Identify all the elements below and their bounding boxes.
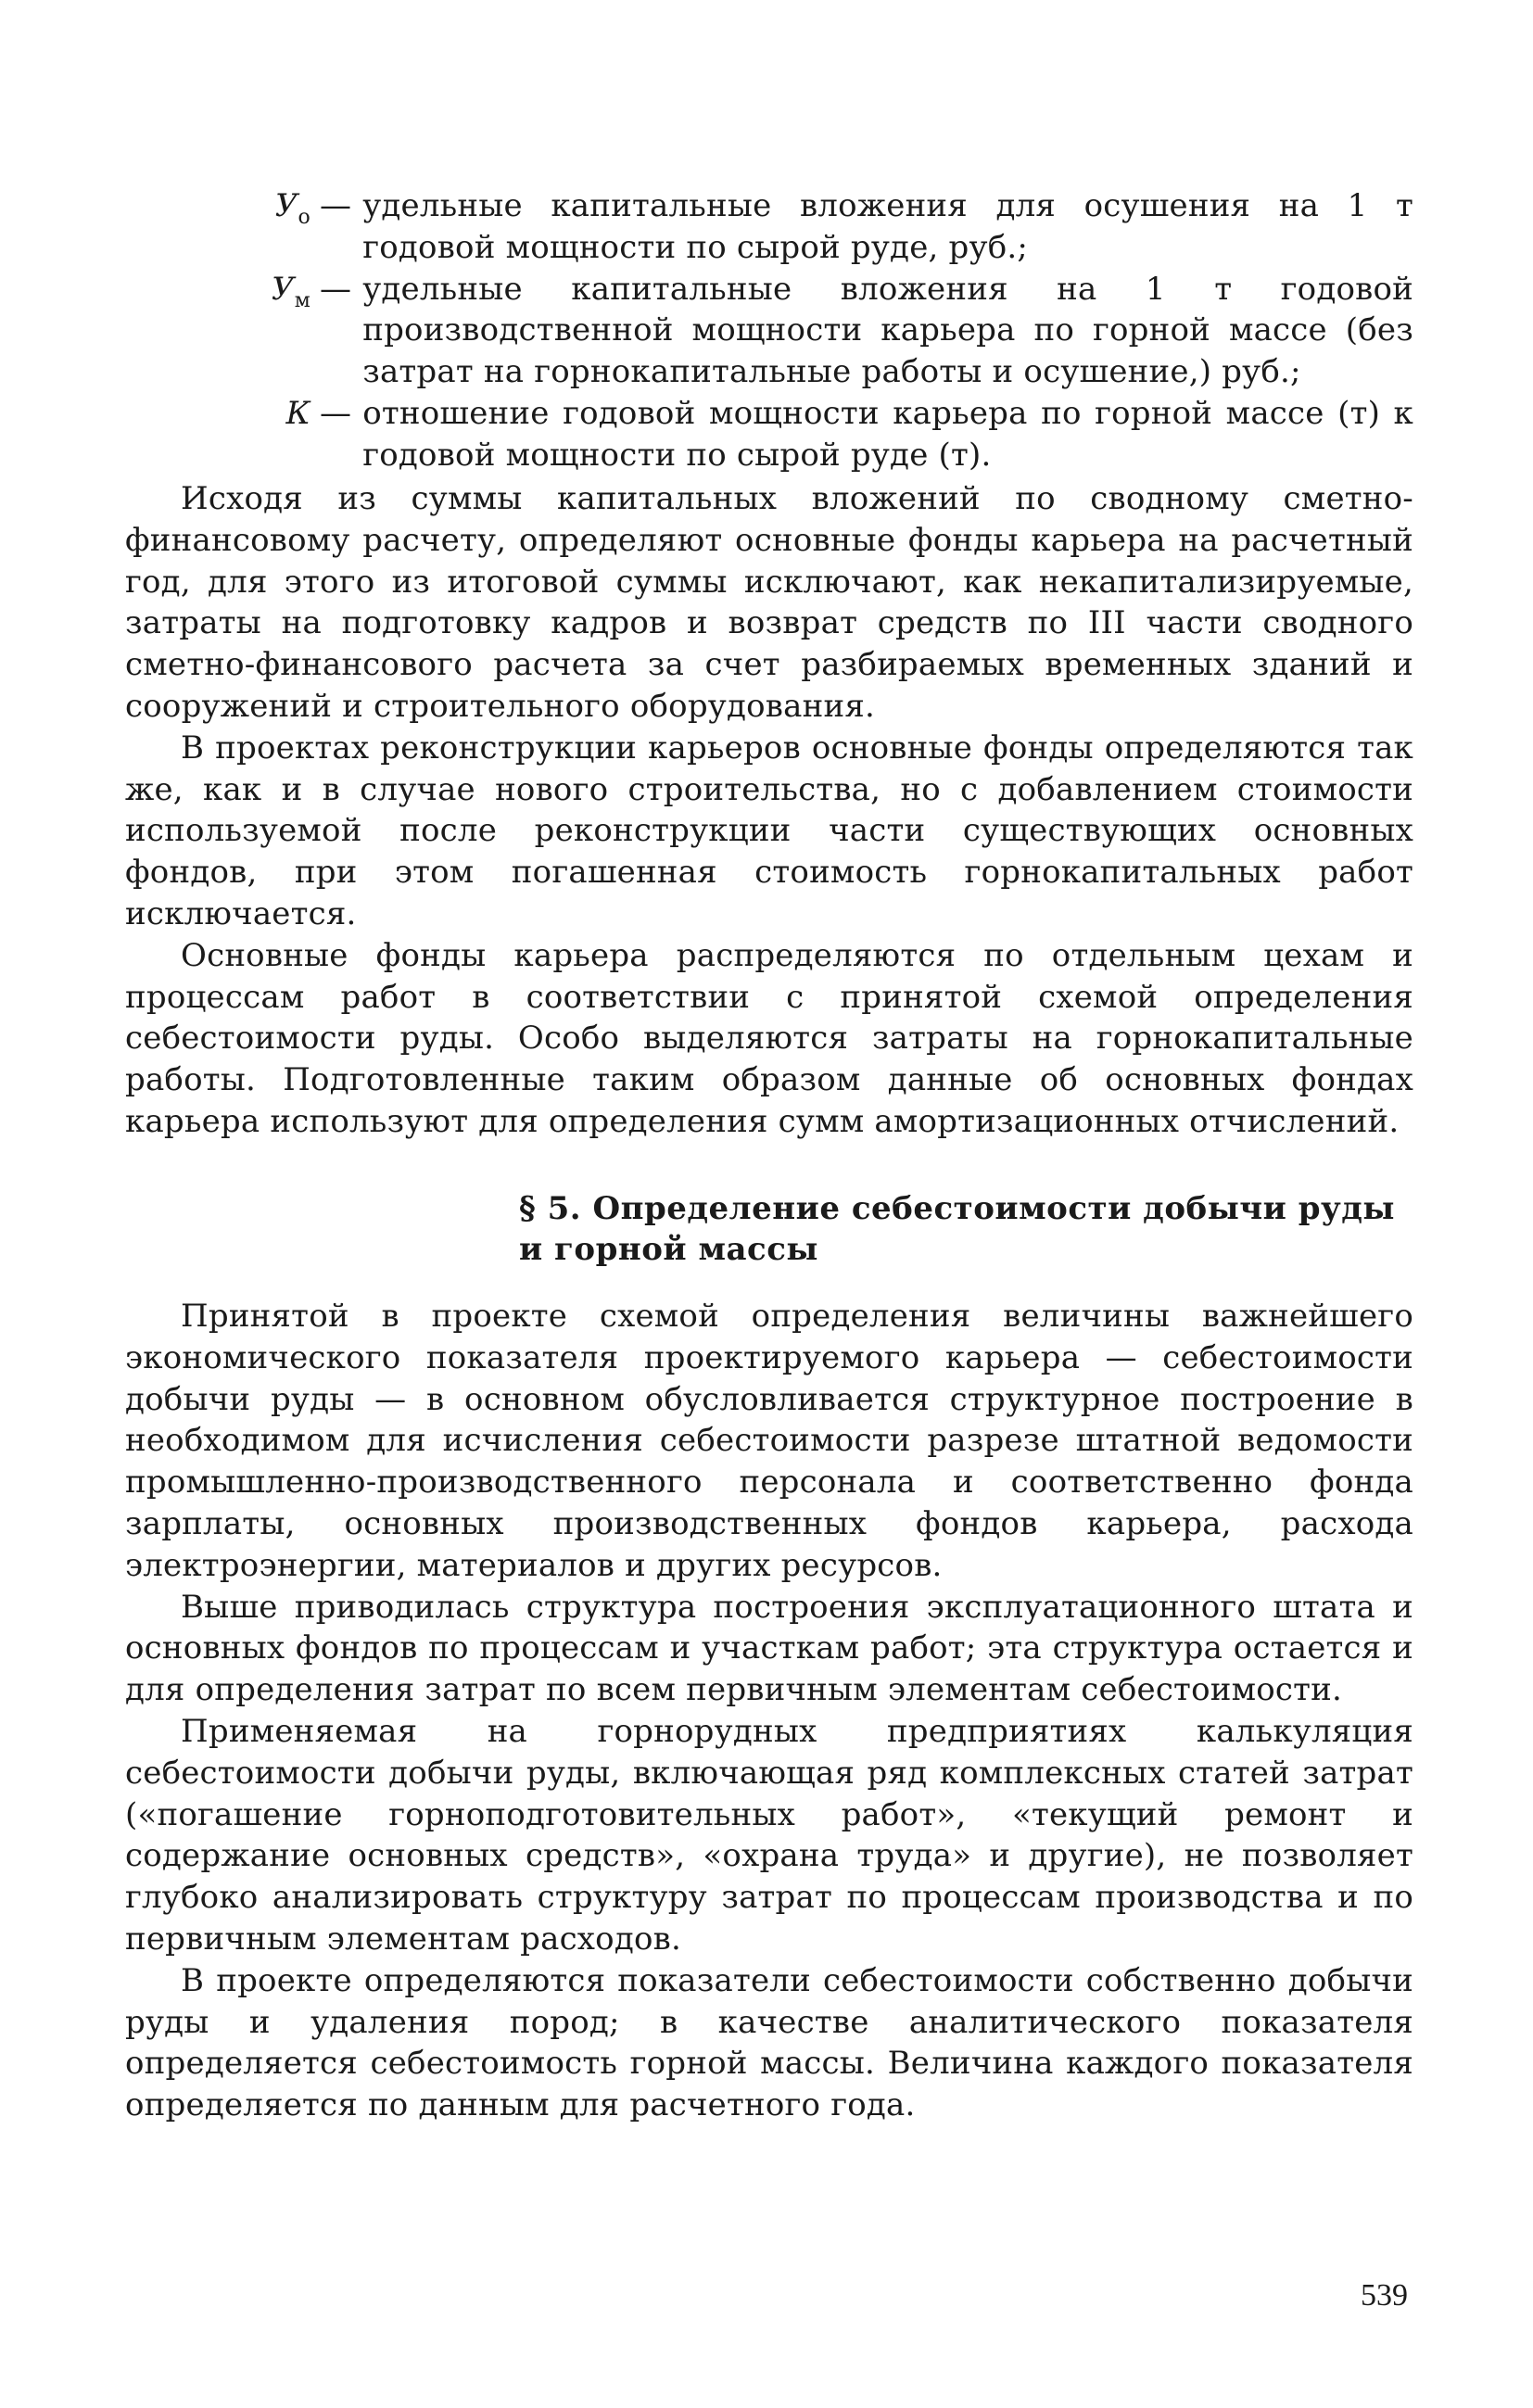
section-heading-line: и горной массы xyxy=(519,1231,819,1268)
definition-dash: — xyxy=(320,270,352,308)
body-text-after-heading xyxy=(125,1296,1413,2126)
body-text-before-heading xyxy=(125,478,1413,1143)
definition-item xyxy=(125,185,1413,269)
definition-item xyxy=(125,393,1413,476)
paragraph: В проекте определяются показатели себестоимости собственно добычи руды и удаления пород; в качестве аналитического показателя определяется себестоимость горной массы. Величина каждого показателя определяется по данным для расчетного года. xyxy=(125,1961,1413,2124)
paragraph: Применяемая на горнорудных предприятиях калькуляция себестоимости добычи руды, включающая ряд комплексных статей затрат («погашение горноподготовительных работ», «текущий ремонт и содержание основных средств», «охрана труда» и другие), не позволяет глубоко анализировать структуру затрат по процессам производства и по первичным элементам расходов. xyxy=(125,1712,1413,1958)
definition-dash: — xyxy=(320,187,352,224)
definition-text: удельные капитальные вложения на 1 т годовой производственной мощности карьера по горной массе (без затрат на горнокапитальные работы и осушение,) руб.; xyxy=(362,270,1413,391)
page-number: 539 xyxy=(1361,2278,1408,2313)
paragraph: Основные фонды карьера распределяются по отдельным цехам и процессам работ в соответствии с принятой схемой определения себестоимости руды. Особо выделяются затраты на горнокапитальные работы. Подготовленные таким образом данные об основных фондах карьера используют для определения сумм амортизационных отчислений. xyxy=(125,936,1413,1140)
definition-item xyxy=(125,269,1413,393)
paragraph: Исходя из суммы капитальных вложений по сводному сметно-финансовому расчету, определяют основные фонды карьера на расчетный год, для этого из итоговой суммы исключают, как некапитализируемые, затраты на подготовку кадров и возврат средств по III части сводного сметно-финансового расчета за счет разбираемых временных зданий и сооружений и строительного оборудования. xyxy=(125,480,1413,725)
definition-text: удельные капитальные вложения для осушения на 1 т годовой мощности по сырой руде, руб.; xyxy=(362,187,1413,266)
paragraph: Выше приводилась структура построения эксплуатационного штата и основных фондов по процессам и участкам работ; эта структура остается и для определения затрат по всем первичным элементам себестоимости. xyxy=(125,1588,1413,1709)
symbol-definitions xyxy=(125,185,1413,476)
section-heading xyxy=(519,1188,1409,1270)
paragraph: Принятой в проекте схемой определения величины важнейшего экономического показателя проектируемого карьера — себестоимости добычи руды — в основном обусловливается структурное построение в необходимом для исчисления себестоимости разрезе штатной ведомости промышленно-производственного персонала и соответственно фонда зарплаты, основных производственных фондов карьера, расхода электроэнергии, материалов и других ресурсов. xyxy=(125,1298,1413,1584)
definition-dash: — xyxy=(320,394,352,432)
paragraph: В проектах реконструкции карьеров основные фонды определяются так же, как и в случае нового строительства, но с добавлением стоимости используемой после реконструкции части существующих основных фондов, при этом погашенная стоимость горнокапитальных работ исключается. xyxy=(125,729,1413,932)
section-heading-line: § 5. Определение себестоимости добычи руды xyxy=(519,1190,1395,1227)
definition-symbol: $У_о$ xyxy=(274,187,310,229)
definition-text: отношение годовой мощности карьера по горной массе (т) к годовой мощности по сырой руде (т). xyxy=(362,394,1413,474)
definition-symbol: $У_м$ xyxy=(271,270,310,312)
definition-symbol: К xyxy=(285,394,310,432)
